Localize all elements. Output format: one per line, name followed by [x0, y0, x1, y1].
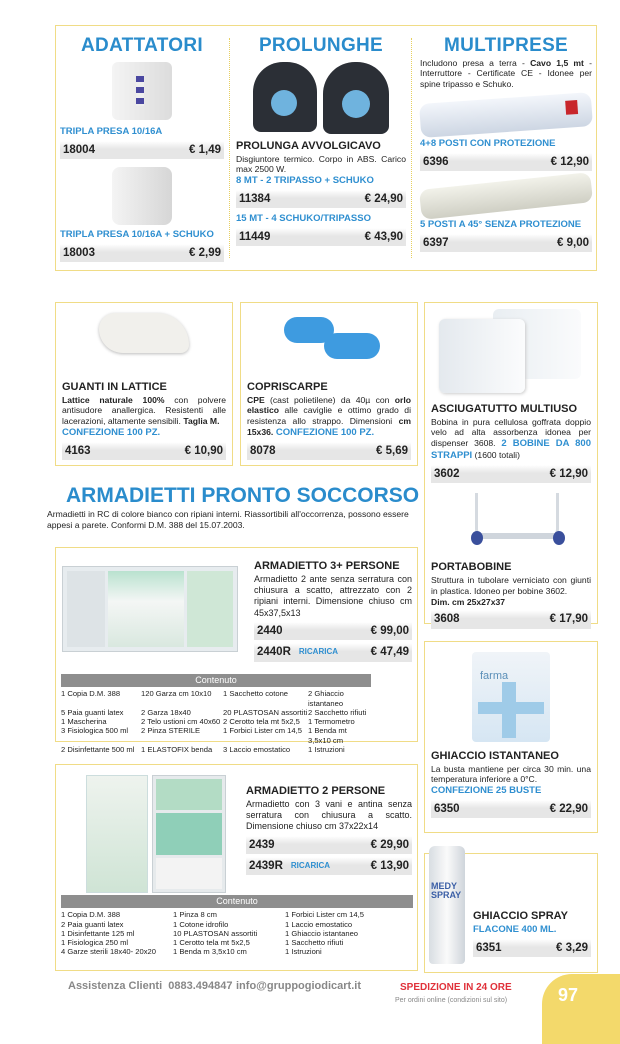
refill-label: RICARICA [290, 861, 330, 871]
desc-bold: orlo elastico [247, 394, 411, 416]
desc-part: Includono presa a terra - [420, 57, 531, 68]
product-code: 8078 [250, 444, 276, 457]
price-row [246, 836, 412, 854]
cabinet-image [62, 566, 238, 652]
variant-name: 8 MT - 2 TRIPASSO + SCHUKO [236, 174, 374, 186]
product-code: 6397 [423, 237, 449, 250]
contents-item: 2 Ghiaccio istantaneo [308, 689, 344, 708]
product-code: 11449 [239, 231, 271, 244]
can-label: MEDY SPRAY [431, 881, 462, 900]
contents-header: Contenuto [61, 895, 413, 908]
product-title: ARMADIETTO 3+ PERSONE [254, 560, 400, 572]
price: € 22,90 [549, 803, 588, 816]
product-code: 6350 [434, 803, 460, 816]
paper-roll-image [431, 309, 591, 395]
product-title: ARMADIETTO 2 PERSONE [246, 785, 386, 797]
cable-reel-images [236, 62, 406, 134]
contents-item: 1 Ghiaccio istantaneo [285, 928, 359, 938]
multiprese-column [420, 34, 592, 255]
contents-item: 10 PLASTOSAN assortiti [173, 928, 258, 938]
pack-info: CONFEZIONE 100 PZ. [273, 426, 375, 438]
price-row [420, 153, 592, 171]
product-code: 2439 [249, 838, 275, 851]
contents-header: Contenuto [61, 674, 371, 687]
price: € 12,90 [550, 155, 589, 168]
armadietto-3-card [55, 547, 418, 754]
product-name: TRIPLA PRESA 10/16A [60, 125, 163, 137]
section-description: Armadietti in RC di colore bianco con ripiani interni. Riassortibili all'occorrenza, possono essere appesi a parete. Conformi D.M. 388 del 15.07.2003. [47, 509, 409, 530]
product-code: 11384 [239, 192, 271, 205]
price: € 10,90 [184, 444, 223, 457]
price: € 9,00 [557, 237, 589, 250]
contents-item: 20 PLASTOSAN assortiti [223, 707, 308, 717]
contents-item: 2 Telo ustioni cm 40x60 [141, 717, 221, 726]
product-name: 4+8 POSTI CON PROTEZIONE [420, 137, 556, 149]
divider [411, 38, 412, 258]
product-description [62, 395, 226, 427]
spray-can-image [429, 846, 465, 964]
contents-item: 1 Forbici Lister cm 14,5 [285, 910, 364, 920]
product-title: COPRISCARPE [247, 381, 328, 393]
price-row [420, 234, 592, 252]
product-title: GUANTI IN LATTICE [62, 381, 167, 393]
contents-item: 1 Termometro [308, 717, 355, 726]
product-code: 3602 [434, 467, 460, 480]
product-description [431, 417, 591, 462]
desc-part: con polvere antisudore anallergica. Resistenti alle lacerazioni, altamente sensibili. [62, 394, 226, 427]
desc-bold: CPE [247, 394, 265, 405]
contents-item: 1 Mascherina [61, 717, 107, 726]
price: € 17,90 [549, 613, 588, 626]
product-code: 4163 [65, 444, 91, 457]
contents-item: 1 Laccio emostatico [285, 919, 353, 929]
section-title: PROLUNGHE [258, 35, 384, 56]
contents-item: 1 Copia D.M. 388 [61, 689, 121, 699]
product-title: GHIACCIO ISTANTANEO [431, 750, 559, 762]
price-row [254, 643, 412, 661]
contents-item: 2 Pinza STERILE [141, 726, 201, 736]
customer-service: Assistenza Clienti 0883.494847 [68, 980, 233, 992]
pack-info: 2 BOBINE DA 800 STRAPPI [431, 438, 591, 462]
price: € 29,90 [370, 838, 409, 851]
product-description: Disgiuntore termico. Corpo in ABS. Carico max 2500 W. [236, 153, 406, 175]
contents-table [61, 895, 413, 957]
price: € 1,49 [189, 143, 221, 156]
product-description [247, 395, 411, 439]
email-link[interactable]: info@gruppogiodicart.it [236, 980, 361, 992]
product-code: 6396 [423, 155, 449, 168]
contents-item: 120 Garza cm 10x10 [141, 689, 212, 699]
contents-item: 1 Fisiologica 250 ml [61, 938, 129, 947]
price: € 43,90 [364, 231, 403, 244]
price-row [236, 228, 406, 246]
prolunghe-column [236, 34, 406, 249]
product-code: 3608 [434, 613, 460, 626]
price-row [236, 190, 406, 208]
price-row [473, 939, 591, 957]
contents-item: 2 Paia guanti latex [61, 919, 124, 929]
contents-item: 1 Cotone idrofilo [173, 919, 229, 929]
price-row [431, 465, 591, 483]
product-name: TRIPLA PRESA 10/16A + SCHUKO [60, 229, 214, 240]
guanti-card [55, 302, 233, 466]
contents-item: 1 Disinfettante 125 ml [61, 928, 135, 938]
product-code: 2439R [249, 859, 283, 872]
product-code: 18003 [63, 246, 95, 259]
price: € 13,90 [370, 859, 409, 872]
contents-item: 3 Laccio emostatico [223, 744, 291, 754]
price: € 3,29 [556, 941, 588, 954]
contents-item: 2 Cerotto tela mt 5x2,5 [223, 717, 300, 726]
product-title: PORTABOBINE [431, 561, 512, 574]
product-title: ASCIUGATUTTO MULTIUSO [431, 403, 578, 415]
contents-item: 1 Forbici Lister cm 14,5 [223, 726, 302, 736]
contents-item: 1 Benda mt 3,5x10 cm [308, 726, 347, 745]
desc-bold: cm 15x36. [247, 416, 411, 437]
pack-info: CONFEZIONE 100 PZ. [62, 426, 161, 438]
contents-item: 1 Sacchetto rifiuti [285, 938, 344, 947]
section-title: MULTIPRESE [443, 35, 569, 56]
desc-bold: Lattice naturale 100% [62, 394, 165, 405]
contents-item: 1 Istruzioni [308, 744, 345, 754]
desc-part: - Interruttore - Certificate CE - Idonee per spine tripasso e Schuko. [420, 57, 592, 90]
desc-bold: Taglia M. [183, 416, 220, 427]
shipping-note: Per ordini online (condizioni sul sito) [395, 997, 508, 1004]
desc-part: alle caviglie e ottimo grado di resistenza allo strappo. Dimensioni [247, 405, 411, 427]
product-code: 18004 [63, 143, 95, 156]
adapter-image [112, 62, 172, 120]
desc-part: (1600 totali) [472, 450, 520, 461]
price: € 2,99 [189, 246, 221, 259]
glove-image [99, 313, 189, 353]
armadietto-2-card [55, 764, 418, 971]
price-row [246, 857, 412, 875]
roll-holder-image [431, 491, 591, 555]
contents-item: 2 Disinfettante 500 ml [61, 744, 135, 754]
power-strip-image [419, 172, 593, 220]
contents-item: 1 Pinza 8 cm [173, 910, 217, 920]
price-row [62, 442, 226, 460]
adapter-schuko-image [112, 167, 172, 225]
shoe-cover-image [274, 307, 384, 361]
refill-label: RICARICA [298, 647, 338, 657]
product-description: Struttura in tubolare verniciato con giunti in plastica. Idoneo per bobine 3602. [431, 575, 591, 596]
section-title: ADATTATORI [81, 35, 203, 56]
price-row [247, 442, 411, 460]
price-row [60, 141, 224, 159]
contents-item: 1 Benda m 3,5x10 cm [173, 947, 247, 957]
shipping-banner: SPEDIZIONE IN 24 ORE [400, 982, 512, 993]
ghiaccio-spray-card [424, 853, 598, 973]
section-title: ARMADIETTI PRONTO SOCCORSO [66, 484, 420, 507]
copriscarpe-card [240, 302, 418, 466]
product-description: La busta mantiene per circa 30 min. una temperatura inferiore a 0°C. [431, 763, 591, 785]
variant-name: 15 MT - 4 SCHUKO/TRIPASSO [236, 213, 371, 225]
product-description: Armadietto con 3 vani e antina senza serratura con chiusura a scatto. Dimensione chiuso cm 37x22x14 [246, 798, 412, 832]
product-code: 6351 [476, 941, 502, 954]
contents-item: 1 Copia D.M. 388 [61, 910, 121, 920]
product-name: 5 POSTI A 45° SENZA PROTEZIONE [420, 219, 582, 231]
price-row [431, 610, 591, 628]
bag-label: farma [480, 670, 509, 682]
contents-item: 2 Garza 18x40 [141, 707, 191, 717]
contents-item: 1 Sacchetto cotone [223, 689, 289, 699]
contents-table [61, 674, 371, 754]
contents-item: 3 Fisiologica 500 ml [61, 726, 129, 736]
electrical-section [55, 25, 597, 271]
price: € 47,49 [370, 646, 409, 659]
product-description [420, 58, 592, 90]
contents-item: 5 Paia guanti latex [61, 707, 124, 717]
price-row [60, 244, 224, 262]
pack-info: FLACONE 400 ML. [473, 923, 557, 935]
product-description: Armadietto 2 ante senza serratura con chiusura a scatto, attrezzato con 2 ripiani interni. Dimensione chiuso cm 45x37,5x13 [254, 573, 412, 618]
divider [229, 38, 230, 258]
desc-part: (cast polietilene) da 40µ con [264, 394, 395, 405]
contents-item: 1 Istruzioni [285, 947, 322, 957]
contents-item: 2 Sacchetto rifiuti [308, 707, 367, 717]
dimensions: Dim. cm 25x27x37 [431, 596, 506, 607]
price: € 99,00 [370, 624, 409, 637]
desc-bold: Cavo 1,5 mt [530, 57, 584, 68]
contents-item: 1 ELASTOFIX benda [141, 744, 213, 754]
desc-part: Bobina in pura cellulosa goffrata doppio velo ad alta assorbenza idonea per dispenser 3608. [431, 416, 591, 449]
product-code: 2440 [257, 624, 283, 637]
power-strip-image [419, 92, 593, 138]
contents-item: 1 Cerotto tela mt 5x2,5 [173, 938, 250, 947]
price: € 5,69 [376, 444, 408, 457]
price-row [431, 800, 591, 818]
price-row [254, 622, 412, 640]
contents-item: 4 Garze sterili 18x40- 20x20 [61, 947, 156, 957]
price: € 12,90 [549, 467, 588, 480]
page-number-text: 97 [558, 985, 579, 1005]
pack-info: CONFEZIONE 25 BUSTE [431, 785, 542, 797]
asciugatutto-card [424, 302, 598, 624]
ghiaccio-istantaneo-card [424, 641, 598, 833]
product-title: PROLUNGA AVVOLGICAVO [236, 139, 381, 152]
adattatori-column [60, 34, 224, 265]
price: € 24,90 [364, 192, 403, 205]
ice-pack-image [472, 652, 550, 742]
cabinet-image [86, 775, 226, 893]
product-title: GHIACCIO SPRAY [473, 910, 568, 922]
product-code: 2440R [257, 646, 291, 659]
page-number [542, 974, 620, 1044]
